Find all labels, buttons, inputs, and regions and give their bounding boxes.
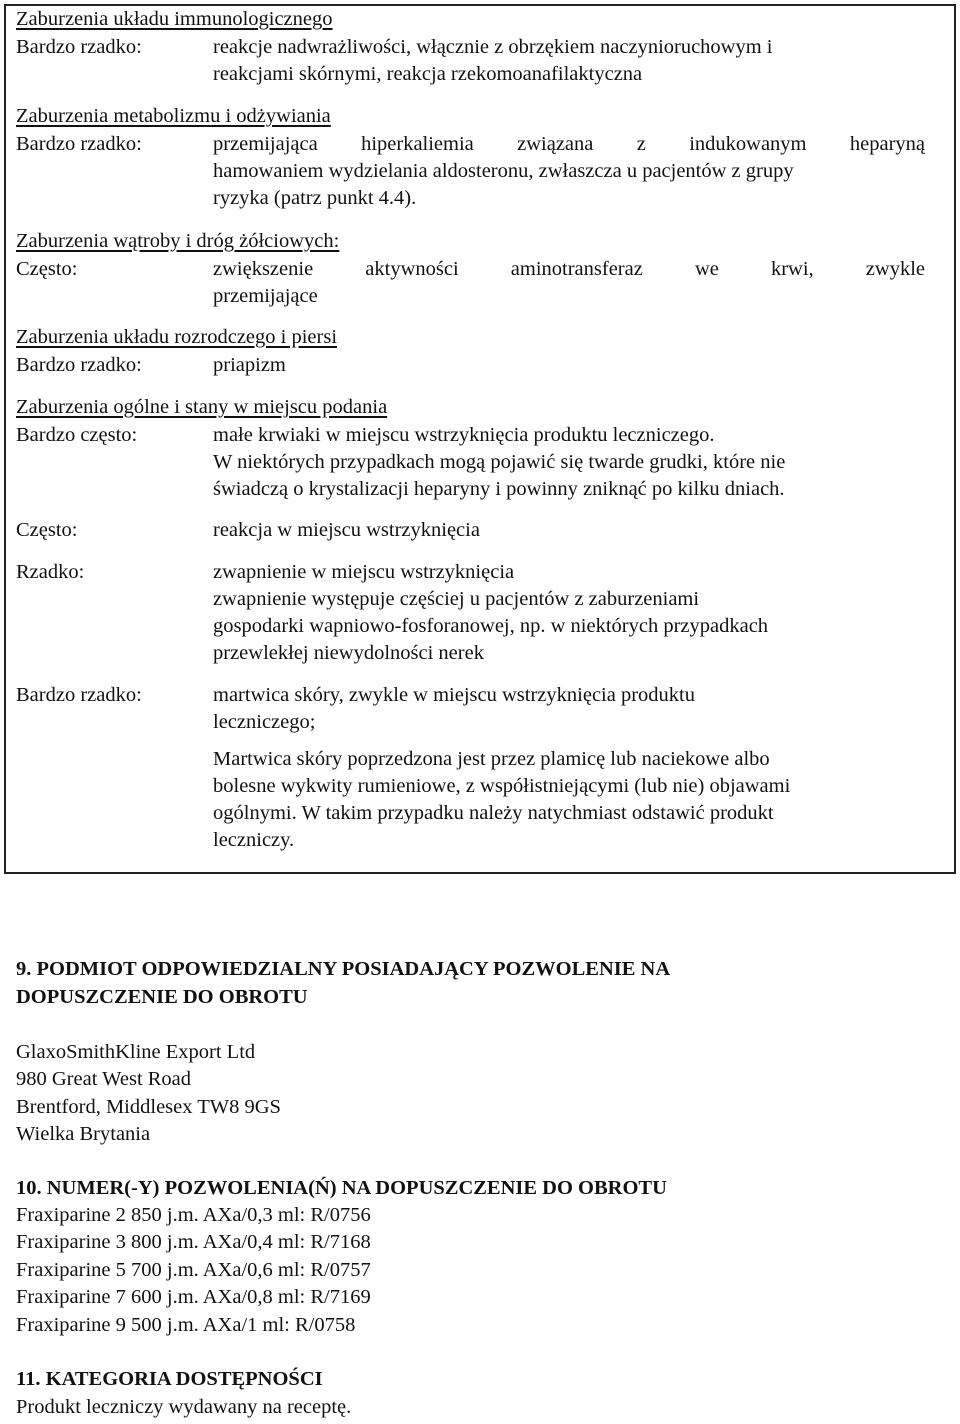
- description-line: reakcja w miejscu wstrzyknięcia: [213, 519, 480, 541]
- description-line: zwapnienie w miejscu wstrzyknięcia: [213, 561, 515, 583]
- frequency-label: Bardzo rzadko:: [16, 354, 142, 376]
- permit-item: Fraxiparine 2 850 j.m. AXa/0,3 ml: R/0756: [16, 1204, 371, 1226]
- permit-item: Fraxiparine 5 700 j.m. AXa/0,6 ml: R/0757: [16, 1259, 371, 1281]
- effect-description: [213, 131, 925, 212]
- frequency-label: Bardzo rzadko:: [16, 133, 142, 155]
- description-line: zwiększenie aktywności aminotransferaz we krwi, zwykle: [213, 258, 925, 280]
- effect-description: [213, 422, 925, 503]
- description-line: leczniczego;: [213, 711, 316, 733]
- effect-description: [213, 682, 925, 854]
- permit-item: Fraxiparine 3 800 j.m. AXa/0,4 ml: R/7168: [16, 1231, 371, 1253]
- description-line: ryzyka (patrz punkt 4.4).: [213, 187, 417, 209]
- description-line: martwica skóry, zwykle w miejscu wstrzyknięcia produktu: [213, 684, 695, 706]
- section-11-title: 11. KATEGORIA DOSTĘPNOŚCI: [16, 1368, 323, 1390]
- frequency-label: Często:: [16, 258, 78, 280]
- description-line: leczniczy.: [213, 829, 295, 851]
- effect-description: [213, 256, 925, 310]
- description-line: małe krwiaki w miejscu wstrzyknięcia produktu leczniczego.: [213, 424, 715, 446]
- description-line: przewlekłej niewydolności nerek: [213, 642, 484, 664]
- section-heading-liver: Zaburzenia wątroby i dróg żółciowych:: [16, 230, 340, 252]
- description-line: reakcje nadwrażliwości, włącznie z obrzękiem naczynioruchowym i: [213, 36, 773, 58]
- description-line: W niektórych przypadkach mogą pojawić się twarde grudki, które nie: [213, 451, 786, 473]
- section-heading-general: Zaburzenia ogólne i stany w miejscu podania: [16, 396, 388, 418]
- permit-item: Fraxiparine 7 600 j.m. AXa/0,8 ml: R/7169: [16, 1286, 371, 1308]
- address-line: Brentford, Middlesex TW8 9GS: [16, 1096, 281, 1118]
- address-line: GlaxoSmithKline Export Ltd: [16, 1041, 256, 1063]
- description-line: zwapnienie występuje częściej u pacjentów z zaburzeniami: [213, 588, 700, 610]
- section-heading-reproductive: Zaburzenia układu rozrodczego i piersi: [16, 326, 338, 348]
- address-line: 980 Great West Road: [16, 1068, 192, 1090]
- section-heading-metabolism: Zaburzenia metabolizmu i odżywiania: [16, 105, 331, 127]
- description-line: świadczą o krystalizacji heparyny i powinny zniknąć po kilku dniach.: [213, 478, 785, 500]
- frequency-label: Bardzo często:: [16, 424, 138, 446]
- description-line: przemijająca hiperkaliemia związana z indukowanym heparyną: [213, 133, 925, 155]
- description-line: bolesne wykwity rumieniowe, z współistniejącymi (lub nie) objawami: [213, 775, 791, 797]
- description-line: gospodarki wapniowo-fosforanowej, np. w niektórych przypadkach: [213, 615, 769, 637]
- description-line: hamowaniem wydzielania aldosteronu, zwłaszcza u pacjentów z grupy: [213, 160, 794, 182]
- description-line: priapizm: [213, 354, 286, 376]
- address-line: Wielka Brytania: [16, 1123, 151, 1145]
- description-line: Martwica skóry poprzedzona jest przez plamicę lub naciekowe albo: [213, 748, 770, 770]
- description-line: przemijające: [213, 285, 318, 307]
- availability-text: Produkt leczniczy wydawany na receptę.: [16, 1396, 352, 1418]
- effect-description: [213, 34, 925, 88]
- frequency-label: Często:: [16, 519, 78, 541]
- frequency-label: Bardzo rzadko:: [16, 684, 142, 706]
- effect-description: [213, 352, 925, 379]
- section-9-title-line: DOPUSZCZENIE DO OBROTU: [16, 986, 308, 1008]
- section-heading-immune: Zaburzenia układu immunologicznego: [16, 8, 333, 30]
- permit-item: Fraxiparine 9 500 j.m. AXa/1 ml: R/0758: [16, 1314, 356, 1336]
- frequency-label: Bardzo rzadko:: [16, 36, 142, 58]
- effect-description: [213, 559, 925, 667]
- section-9-title-line: 9. PODMIOT ODPOWIEDZIALNY POSIADAJĄCY POZWOLENIE NA: [16, 958, 671, 980]
- description-line: ogólnymi. W takim przypadku należy natychmiast odstawić produkt: [213, 802, 774, 824]
- section-10-title: 10. NUMER(-Y) POZWOLENIA(Ń) NA DOPUSZCZENIE DO OBROTU: [16, 1177, 667, 1199]
- effect-description: [213, 517, 925, 544]
- description-line: reakcjami skórnymi, reakcja rzekomoanafilaktyczna: [213, 63, 643, 85]
- frequency-label: Rzadko:: [16, 561, 85, 583]
